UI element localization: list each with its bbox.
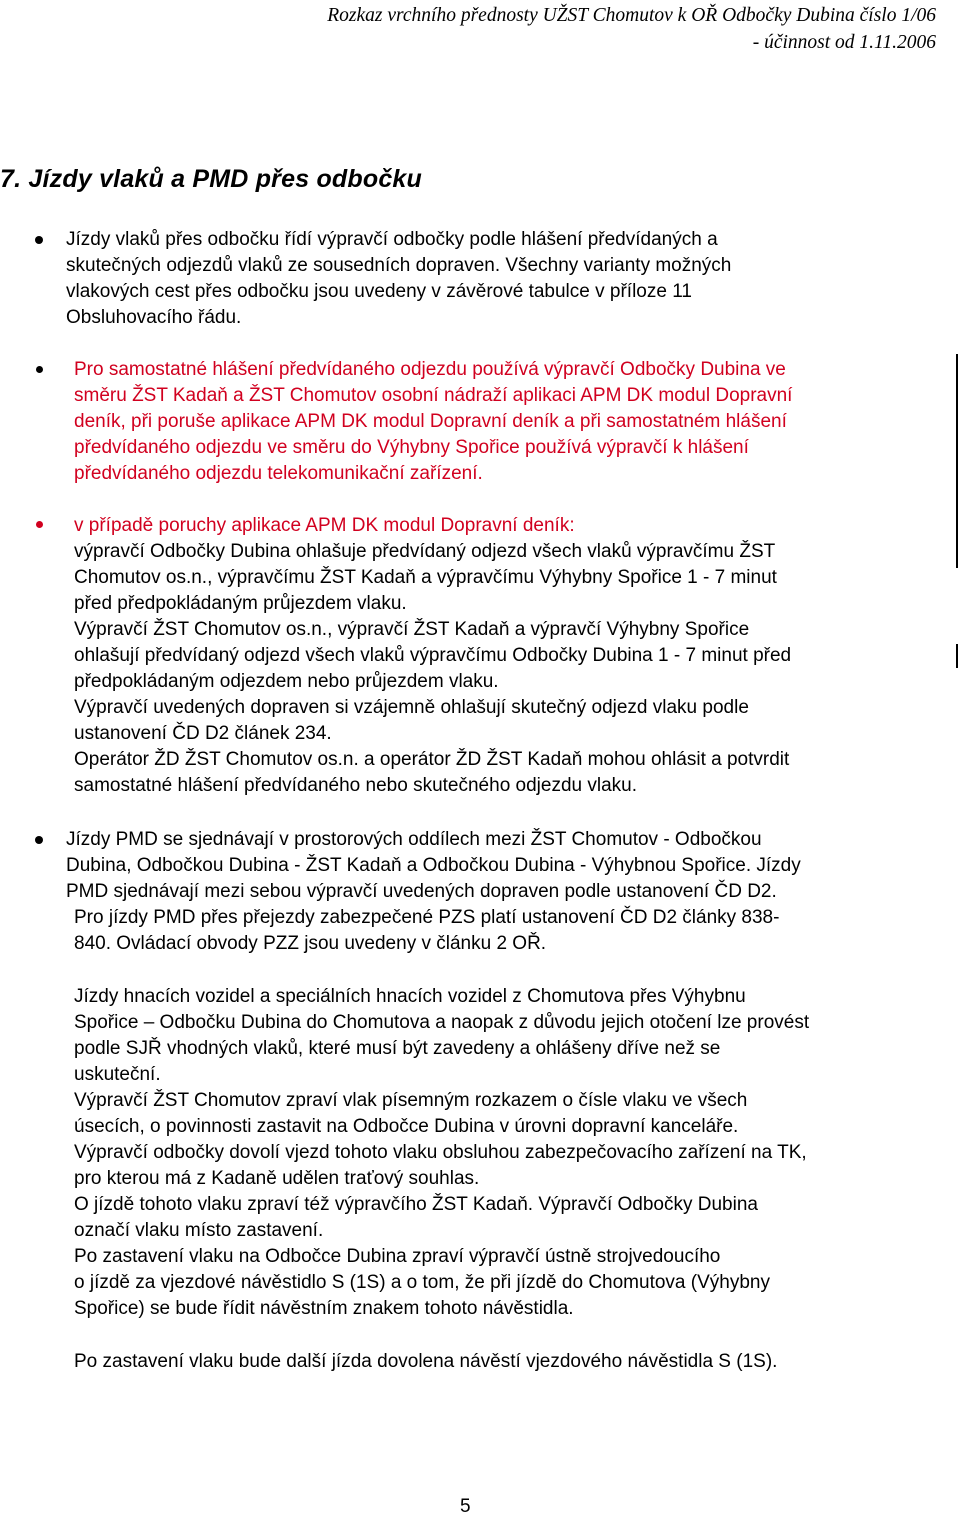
text-line: ohlašují předvídaný odjezd všech vlaků výpravčímu Odbočky Dubina 1 - 7 minut před bbox=[74, 645, 792, 666]
text-line: Spořice – Odbočku Dubina do Chomutova a naopak z důvodu jejich otočení lze provést bbox=[74, 1012, 810, 1033]
text-line: Pro jízdy PMD přes přejezdy zabezpečené PZS platí ustanovení ČD D2 články 838- bbox=[74, 907, 780, 928]
text-line: Po zastavení vlaku bude další jízda dovolena návěstí vjezdového návěstidla S (1S). bbox=[74, 1351, 778, 1372]
change-bar bbox=[956, 644, 958, 668]
text-line: Jízdy vlaků přes odbočku řídí výpravčí odbočky podle hlášení předvídaných a bbox=[66, 229, 718, 250]
text-line: předpokládaným odjezdem nebo průjezdem vlaku. bbox=[74, 671, 499, 692]
text-line: v případě poruchy aplikace APM DK modul Dopravní deník: bbox=[74, 515, 575, 536]
text-line: Výpravčí ŽST Chomutov zpraví vlak písemným rozkazem o čísle vlaku ve všech bbox=[74, 1090, 748, 1111]
text-line: pro kterou má z Kadaně udělen traťový souhlas. bbox=[74, 1168, 480, 1189]
section-title: 7. Jízdy vlaků a PMD přes odbočku bbox=[0, 165, 423, 193]
header-line-1: Rozkaz vrchního přednosty UŽST Chomutov k OŘ Odbočky Dubina číslo 1/06 bbox=[327, 5, 936, 26]
bullet-icon bbox=[35, 236, 43, 244]
text-line: podle SJŘ vhodných vlaků, které musí být zavedeny a ohlášeny dříve než se bbox=[74, 1038, 721, 1059]
text-line: Pro samostatné hlášení předvídaného odjezdu používá výpravčí Odbočky Dubina ve bbox=[74, 359, 786, 380]
text-line: předvídaného odjezdu telekomunikační zařízení. bbox=[74, 463, 483, 484]
text-line: o jízdě za vjezdové návěstidlo S (1S) a o tom, že při jízdě do Chomutova (Výhybny bbox=[74, 1272, 770, 1293]
text-line: samostatné hlášení předvídaného nebo skutečného odjezdu vlaku. bbox=[74, 775, 638, 796]
text-line: O jízdě tohoto vlaku zpraví též výpravčího ŽST Kadaň. Výpravčí Odbočky Dubina bbox=[74, 1194, 758, 1215]
text-line: před předpokládaným průjezdem vlaku. bbox=[74, 593, 407, 614]
text-line: vlakových cest přes odbočku jsou uvedeny v závěrové tabulce v příloze 11 bbox=[66, 281, 692, 302]
page-header bbox=[56, 2, 936, 56]
text-line: Spořice) se bude řídit návěstním znakem tohoto návěstidla. bbox=[74, 1298, 574, 1319]
paragraph-train-control bbox=[66, 227, 940, 331]
paragraph-failure-procedure bbox=[74, 539, 940, 799]
text-line: předvídaného odjezdu ve směru do Výhybny Spořice používá výpravčí k hlášení bbox=[74, 437, 749, 458]
text-line: deník, při poruše aplikace APM DK modul Dopravní deník a při samostatném hlášení bbox=[74, 411, 787, 432]
bullet-icon bbox=[36, 366, 43, 373]
paragraph-failure-heading bbox=[74, 513, 940, 539]
text-line: Po zastavení vlaku na Odbočce Dubina zpraví výpravčí ústně strojvedoucího bbox=[74, 1246, 721, 1267]
paragraph-continuation bbox=[74, 1349, 940, 1375]
text-line: skutečných odjezdů vlaků ze sousedních dopraven. Všechny varianty možných bbox=[66, 255, 732, 276]
text-line: výpravčí Odbočky Dubina ohlašuje předvídaný odjezd všech vlaků výpravčímu ŽST bbox=[74, 541, 776, 562]
paragraph-locomotive-runs bbox=[74, 984, 940, 1322]
paragraph-pmd-runs bbox=[66, 827, 940, 905]
bullet-icon bbox=[35, 836, 43, 844]
bullet-icon bbox=[36, 521, 43, 528]
text-line: Obsluhovacího řádu. bbox=[66, 307, 242, 328]
text-line: PMD sjednávají mezi sebou výpravčí uvedených dopraven podle ustanovení ČD D2. bbox=[66, 881, 777, 902]
text-line: Jízdy hnacích vozidel a speciálních hnacích vozidel z Chomutova přes Výhybnu bbox=[74, 986, 746, 1007]
header-line-2: - účinnost od 1.11.2006 bbox=[752, 32, 936, 53]
change-bar bbox=[956, 354, 958, 568]
text-line: Výpravčí uvedených dopraven si vzájemně ohlašují skutečný odjezd vlaku podle bbox=[74, 697, 749, 718]
text-line: označí vlaku místo zastavení. bbox=[74, 1220, 324, 1241]
text-line: směru ŽST Kadaň a ŽST Chomutov osobní nádraží aplikaci APM DK modul Dopravní bbox=[74, 385, 793, 406]
text-line: Jízdy PMD se sjednávají v prostorových oddílech mezi ŽST Chomutov - Odbočkou bbox=[66, 829, 762, 850]
text-line: Chomutov os.n., výpravčímu ŽST Kadaň a výpravčímu Výhybny Spořice 1 - 7 minut bbox=[74, 567, 777, 588]
paragraph-level-crossings bbox=[74, 905, 940, 957]
text-line: úsecích, o povinnosti zastavit na Odbočce Dubina v úrovni dopravní kanceláře. bbox=[74, 1116, 739, 1137]
text-line: ustanovení ČD D2 článek 234. bbox=[74, 723, 332, 744]
text-line: Operátor ŽD ŽST Chomutov os.n. a operátor ŽD ŽST Kadaň mohou ohlásit a potvrdit bbox=[74, 749, 790, 770]
paragraph-announcement-red bbox=[74, 357, 940, 487]
text-line: 840. Ovládací obvody PZZ jsou uvedeny v článku 2 OŘ. bbox=[74, 933, 547, 954]
text-line: Dubina, Odbočkou Dubina - ŽST Kadaň a Odbočkou Dubina - Výhybnou Spořice. Jízdy bbox=[66, 855, 801, 876]
text-line: Výpravčí ŽST Chomutov os.n., výpravčí ŽST Kadaň a výpravčí Výhybny Spořice bbox=[74, 619, 750, 640]
page-number: 5 bbox=[460, 1496, 471, 1517]
text-line: Výpravčí odbočky dovolí vjezd tohoto vlaku obsluhou zabezpečovacího zařízení na TK, bbox=[74, 1142, 807, 1163]
text-line: uskuteční. bbox=[74, 1064, 161, 1085]
